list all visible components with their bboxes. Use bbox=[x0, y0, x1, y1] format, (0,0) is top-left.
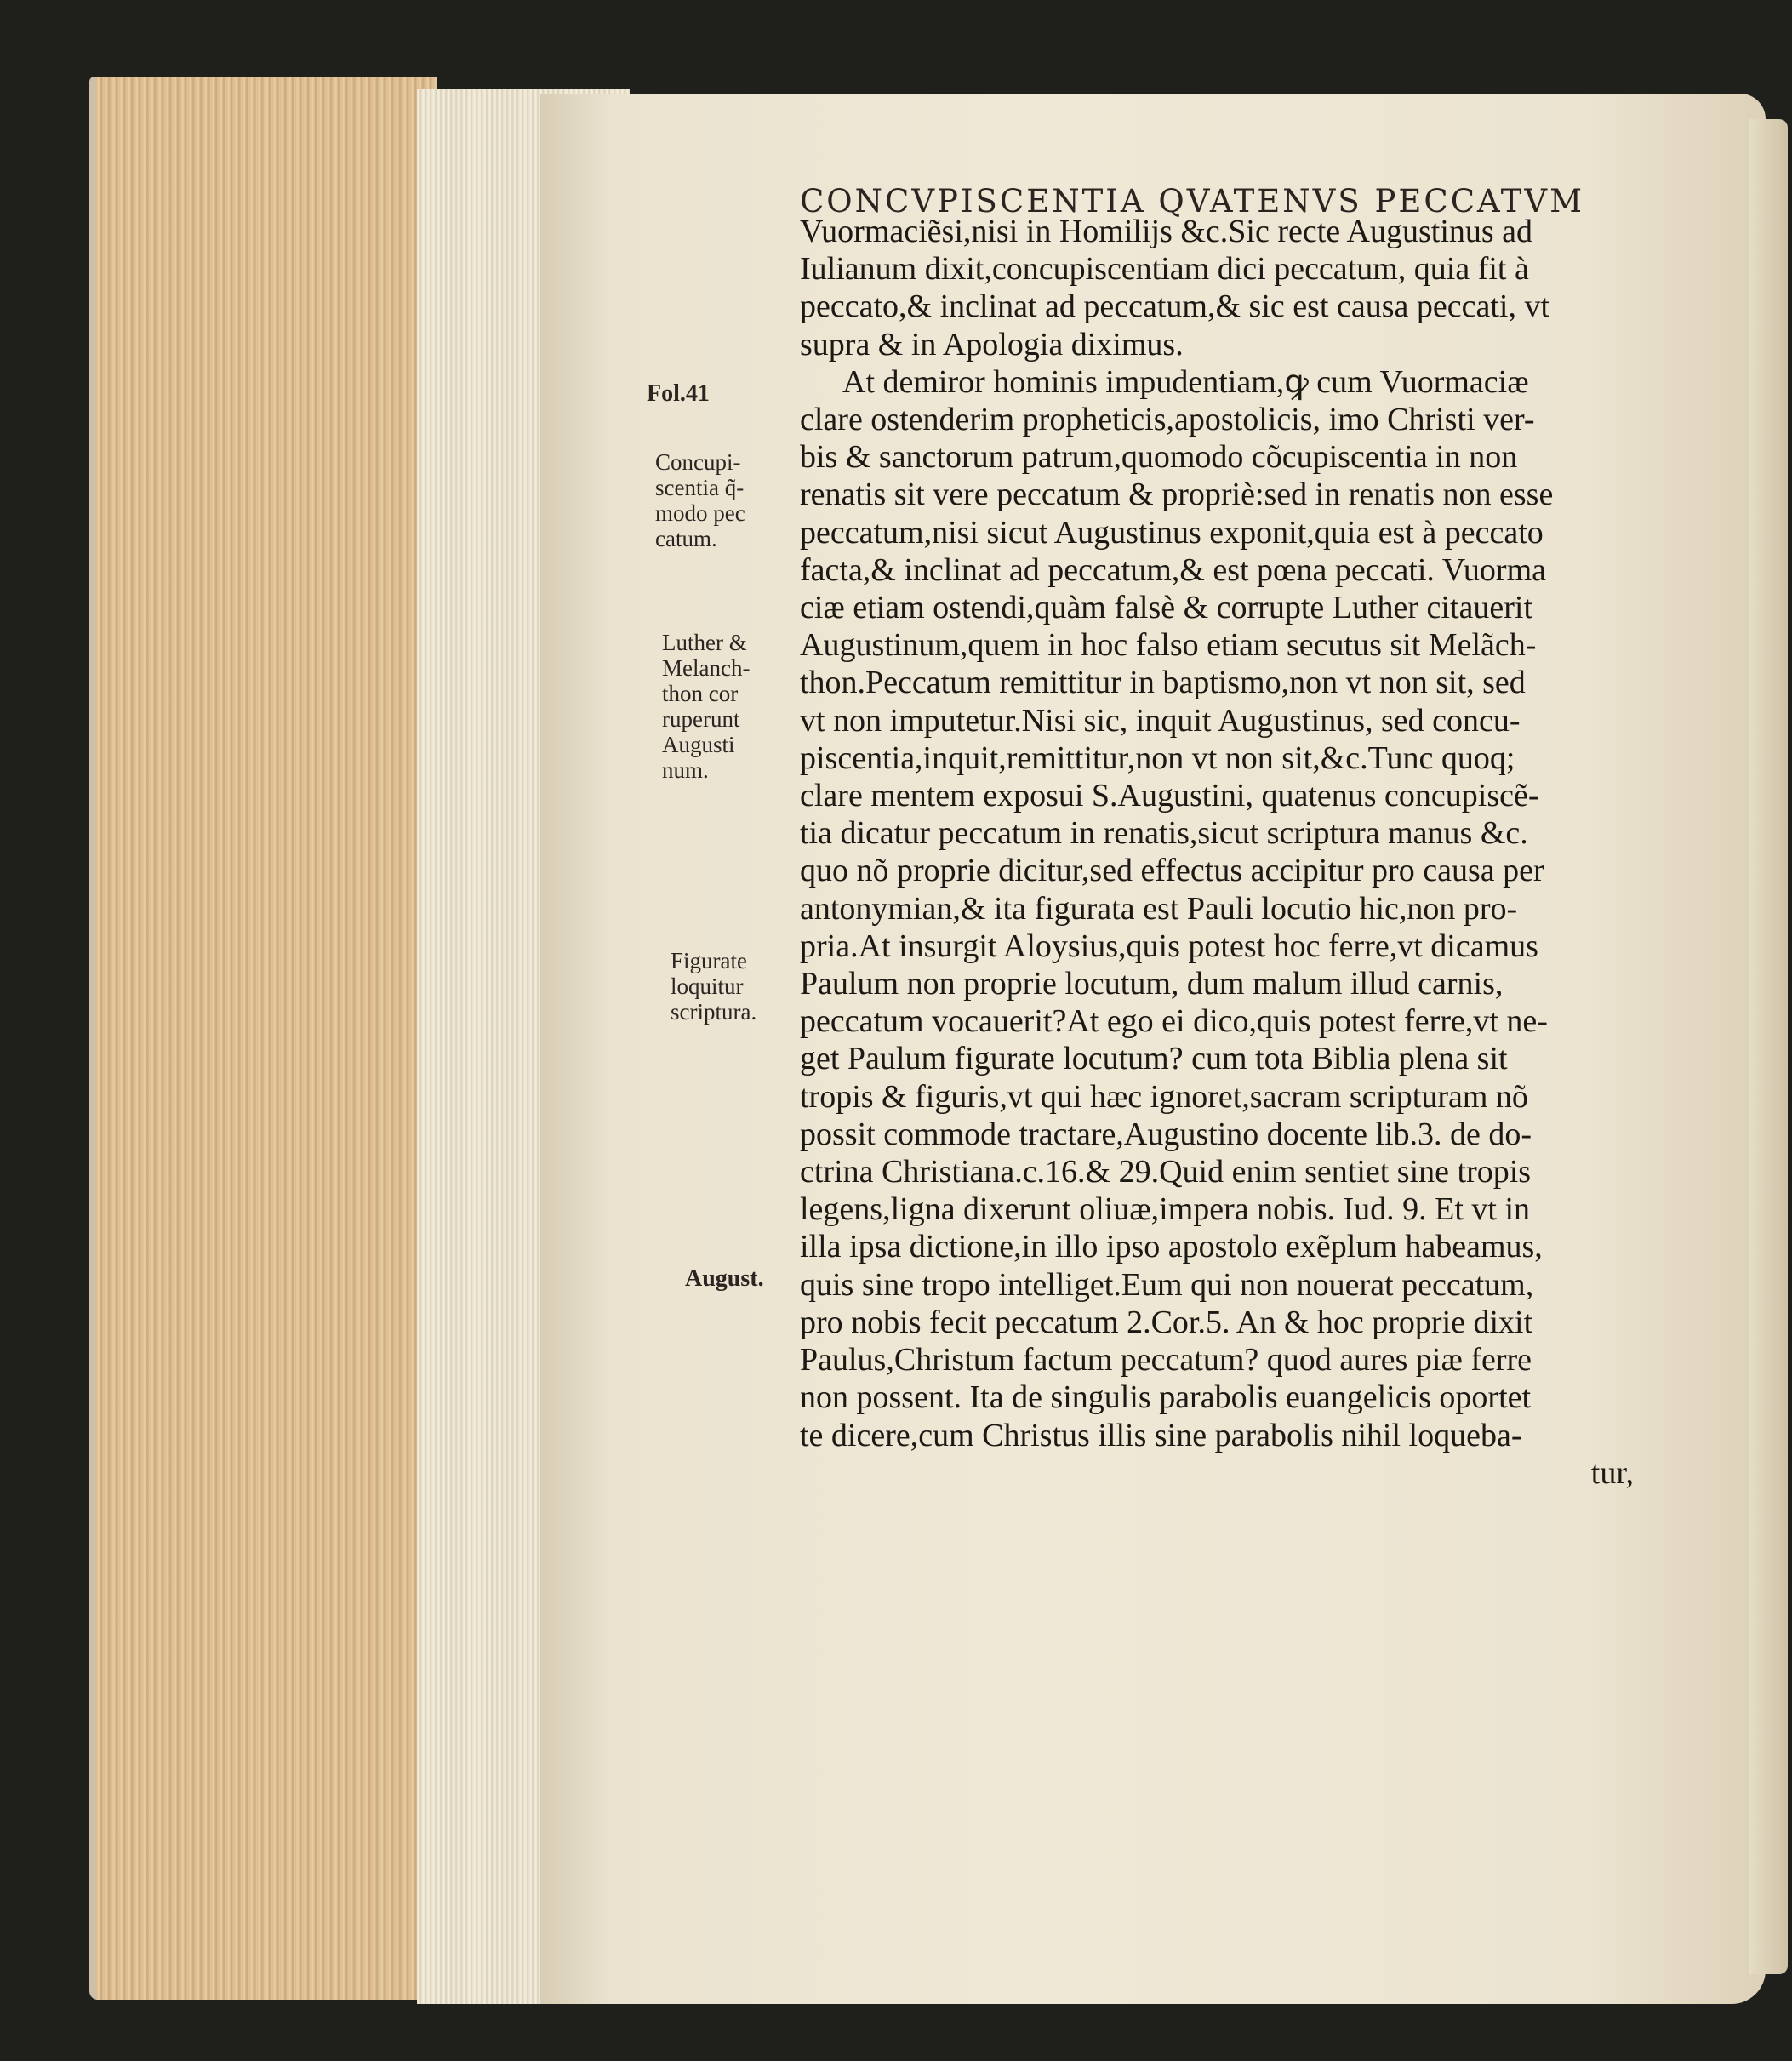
text-line: At demiror hominis impudentiam,ꝙ cum Vuormaciæ bbox=[842, 363, 1529, 400]
text-line: te dicere,cum Christus illis sine parabolis nihil loqueba- bbox=[800, 1417, 1522, 1453]
text-line: thon.Peccatum remittitur in baptismo,non vt non sit, sed bbox=[800, 665, 1526, 701]
text-line: peccatum vocauerit?At ego ei dico,quis potest ferre,vt ne- bbox=[800, 1003, 1548, 1040]
margin-note-line: catum. bbox=[655, 526, 717, 551]
text-line: supra & in Apologia diximus. bbox=[800, 326, 1184, 363]
margin-note-line: scriptura. bbox=[671, 999, 757, 1025]
text-line: ciæ etiam ostendi,quàm falsè & corrupte Luther citauerit bbox=[800, 590, 1533, 626]
text-line: peccatum,nisi sicut Augustinus exponit,quia est à peccato bbox=[800, 514, 1544, 551]
margin-note-line: thon cor bbox=[662, 681, 739, 706]
text-line: non possent. Ita de singulis parabolis euangelicis oportet bbox=[800, 1379, 1532, 1416]
text-line: ctrina Christiana.c.16.& 29.Quid enim sentiet sine tropis bbox=[800, 1154, 1532, 1190]
margin-note-line: num. bbox=[662, 757, 709, 783]
margin-note-figurate bbox=[671, 948, 756, 1025]
book-fore-edge bbox=[89, 77, 437, 2000]
text-line: pro nobis fecit peccatum 2.Cor.5. An & hoc proprie dixit bbox=[800, 1304, 1533, 1340]
text-line: piscentia,inquit,remittitur,non vt non sit,&c.Tunc quoq; bbox=[800, 739, 1515, 776]
folio-reference: Fol.41 bbox=[647, 380, 710, 407]
text-line: tropis & figuris,vt qui hæc ignoret,sacram scripturam nõ bbox=[800, 1078, 1528, 1115]
text-line: tia dicatur peccatum in renatis,sicut scriptura manus &c. bbox=[800, 815, 1528, 852]
text-line-catchword: tur, bbox=[1590, 1454, 1634, 1491]
text-line: clare ostenderim propheticis,apostolicis, imo Christi ver- bbox=[800, 402, 1535, 438]
margin-note-line: August. bbox=[685, 1265, 764, 1292]
margin-note-line: modo pec bbox=[655, 500, 745, 526]
margin-note-line: scentia q̃- bbox=[655, 475, 745, 500]
margin-note-line: Augusti bbox=[662, 732, 735, 757]
text-line: bis & sanctorum patrum,quomodo cõcupiscentia in non bbox=[800, 439, 1518, 476]
text-line: pria.At insurgit Aloysius,quis potest hoc ferre,vt dicamus bbox=[800, 928, 1538, 964]
text-line: legens,ligna dixerunt oliuæ,impera nobis. Iud. 9. Et vt in bbox=[800, 1191, 1531, 1228]
margin-note-folio bbox=[647, 381, 710, 407]
text-line: facta,& inclinat ad peccatum,& est pœna peccati. Vuorma bbox=[800, 551, 1546, 588]
running-head: CONCVPISCENTIA QVATENVS PECCATVM bbox=[800, 183, 1585, 220]
text-line: Augustinum,quem in hoc falso etiam secutus sit Melãch- bbox=[800, 627, 1537, 664]
text-line: Paulus,Christum factum peccatum? quod aures piæ ferre bbox=[800, 1342, 1532, 1379]
text-line: renatis sit vere peccatum & propriè:sed in renatis non esse bbox=[800, 477, 1554, 513]
text-line: quo nõ proprie dicitur,sed effectus accipitur pro causa per bbox=[800, 853, 1544, 889]
text-line: possit commode tractare,Augustino docente lib.3. de do- bbox=[800, 1116, 1532, 1152]
margin-note-luther bbox=[662, 630, 750, 783]
text-line: quis sine tropo intelliget.Eum qui non nouerat peccatum, bbox=[800, 1266, 1534, 1303]
text-line: illa ipsa dictione,in illo ipso apostolo exẽplum habeamus, bbox=[800, 1229, 1543, 1265]
margin-note-line: Luther & bbox=[662, 630, 747, 655]
text-line: antonymian,& ita figurata est Pauli locutio hic,non pro- bbox=[800, 890, 1518, 927]
margin-note-concupiscentia bbox=[655, 449, 745, 551]
text-line: Iulianum dixit,concupiscentiam dici peccatum, quia fit à bbox=[800, 251, 1529, 288]
facing-page-edge bbox=[1749, 119, 1788, 1974]
margin-note-line: loquitur bbox=[671, 973, 744, 999]
margin-note-line: Figurate bbox=[671, 948, 747, 973]
text-line: clare mentem exposui S.Augustini, quatenus concupiscẽ- bbox=[800, 778, 1539, 814]
text-line: Paulum non proprie locutum, dum malum illud carnis, bbox=[800, 966, 1504, 1002]
margin-note-line: Melanch- bbox=[662, 655, 750, 681]
text-line: vt non imputetur.Nisi sic, inquit Augustinus, sed concu- bbox=[800, 702, 1521, 739]
text-line: get Paulum figurate locutum? cum tota Biblia plena sit bbox=[800, 1041, 1508, 1077]
margin-note-line: ruperunt bbox=[662, 706, 740, 732]
margin-note-august bbox=[685, 1266, 764, 1292]
text-line: Vuormaciẽsi,nisi in Homilijs &c.Sic recte Augustinus ad bbox=[800, 214, 1533, 249]
body-text bbox=[800, 213, 1702, 1492]
margin-note-line: Concupi- bbox=[655, 449, 741, 475]
text-line: peccato,& inclinat ad peccatum,& sic est causa peccati, vt bbox=[800, 288, 1549, 325]
